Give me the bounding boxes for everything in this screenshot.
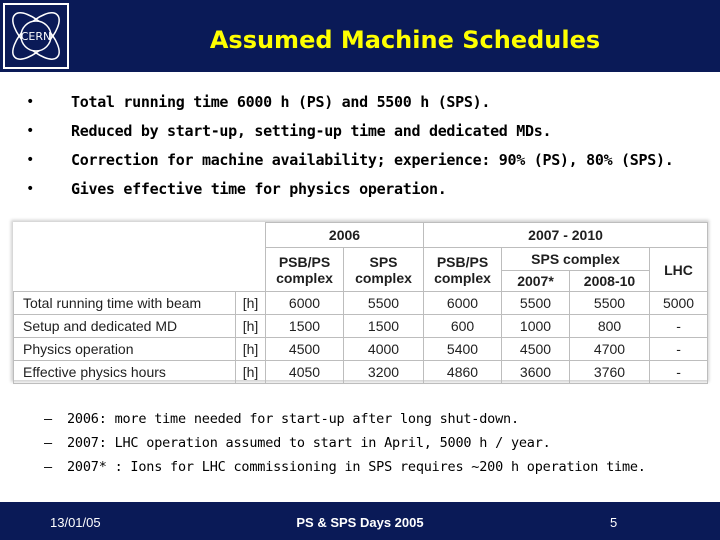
footer-bar: [0, 502, 720, 540]
header-2006: 2006: [266, 223, 424, 248]
header-psb-ps-2007: PSB/PS complex: [424, 248, 502, 292]
row-unit: [h]: [236, 338, 266, 361]
header-2007star: 2007*: [502, 271, 570, 292]
bullet-text: Gives effective time for physics operation.: [71, 180, 447, 198]
note-text: 2007* : Ions for LHC commissioning in SPS requires ~200 h operation time.: [67, 459, 646, 475]
row-label: Effective physics hours: [14, 361, 236, 384]
bullet-text: Correction for machine availability; experience: 90% (PS), 80% (SPS).: [71, 151, 674, 169]
footer-event: PS & SPS Days 2005: [296, 515, 424, 530]
cell-value: 1500: [344, 315, 424, 338]
cell-value: 4500: [502, 338, 570, 361]
header-psb-ps-2006: PSB/PS complex: [266, 248, 344, 292]
bullet-glyph: •: [26, 94, 35, 110]
cell-value: -: [650, 361, 708, 384]
bullet-glyph: •: [26, 152, 35, 168]
cell-value: 5500: [344, 292, 424, 315]
dash-glyph: –: [44, 435, 53, 451]
row-label: Setup and dedicated MD: [14, 315, 236, 338]
header-bar: [0, 0, 720, 72]
cell-value: 4500: [266, 338, 344, 361]
cell-value: 3760: [570, 361, 650, 384]
table-row: [14, 361, 708, 384]
footer-date: 13/01/05: [50, 515, 101, 530]
row-unit: [h]: [236, 292, 266, 315]
cell-value: 3600: [502, 361, 570, 384]
header-2008-10: 2008-10: [570, 271, 650, 292]
bullet-text: Reduced by start-up, setting-up time and dedicated MDs.: [71, 122, 552, 140]
cern-logo-icon: [3, 3, 69, 69]
row-label: Total running time with beam: [14, 292, 236, 315]
cell-value: 4700: [570, 338, 650, 361]
table-row: [14, 292, 708, 315]
table-corner: [14, 223, 266, 292]
cell-value: 1500: [266, 315, 344, 338]
cell-value: 5000: [650, 292, 708, 315]
cell-value: 4000: [344, 338, 424, 361]
header-lhc: LHC: [650, 248, 708, 292]
bullet-text: Total running time 6000 h (PS) and 5500 h (SPS).: [71, 93, 491, 111]
table-header-row: [14, 223, 708, 248]
schedule-table-panel: [13, 222, 707, 380]
cell-value: 800: [570, 315, 650, 338]
page-title: Assumed Machine Schedules: [209, 26, 601, 54]
cell-value: 5500: [502, 292, 570, 315]
cell-value: -: [650, 315, 708, 338]
dash-glyph: –: [44, 459, 53, 475]
cell-value: 3200: [344, 361, 424, 384]
cell-value: 600: [424, 315, 502, 338]
header-sps-2007: SPS complex: [502, 248, 650, 271]
table-row: [14, 315, 708, 338]
cell-value: 6000: [424, 292, 502, 315]
schedule-table: [13, 222, 708, 384]
cell-value: 4050: [266, 361, 344, 384]
cell-value: 5400: [424, 338, 502, 361]
bullet-glyph: •: [26, 181, 35, 197]
bullet-glyph: •: [26, 123, 35, 139]
row-unit: [h]: [236, 361, 266, 384]
cell-value: -: [650, 338, 708, 361]
svg-text:CERN: CERN: [20, 30, 52, 43]
row-unit: [h]: [236, 315, 266, 338]
cell-value: 6000: [266, 292, 344, 315]
cell-value: 4860: [424, 361, 502, 384]
header-sps-2006: SPS complex: [344, 248, 424, 292]
dash-glyph: –: [44, 411, 53, 427]
note-text: 2007: LHC operation assumed to start in April, 5000 h / year.: [67, 435, 551, 451]
table-row: [14, 338, 708, 361]
note-text: 2006: more time needed for start-up after long shut-down.: [67, 411, 519, 427]
row-label: Physics operation: [14, 338, 236, 361]
cell-value: 5500: [570, 292, 650, 315]
page-number: 5: [610, 515, 618, 530]
header-2007-2010: 2007 - 2010: [424, 223, 708, 248]
cell-value: 1000: [502, 315, 570, 338]
